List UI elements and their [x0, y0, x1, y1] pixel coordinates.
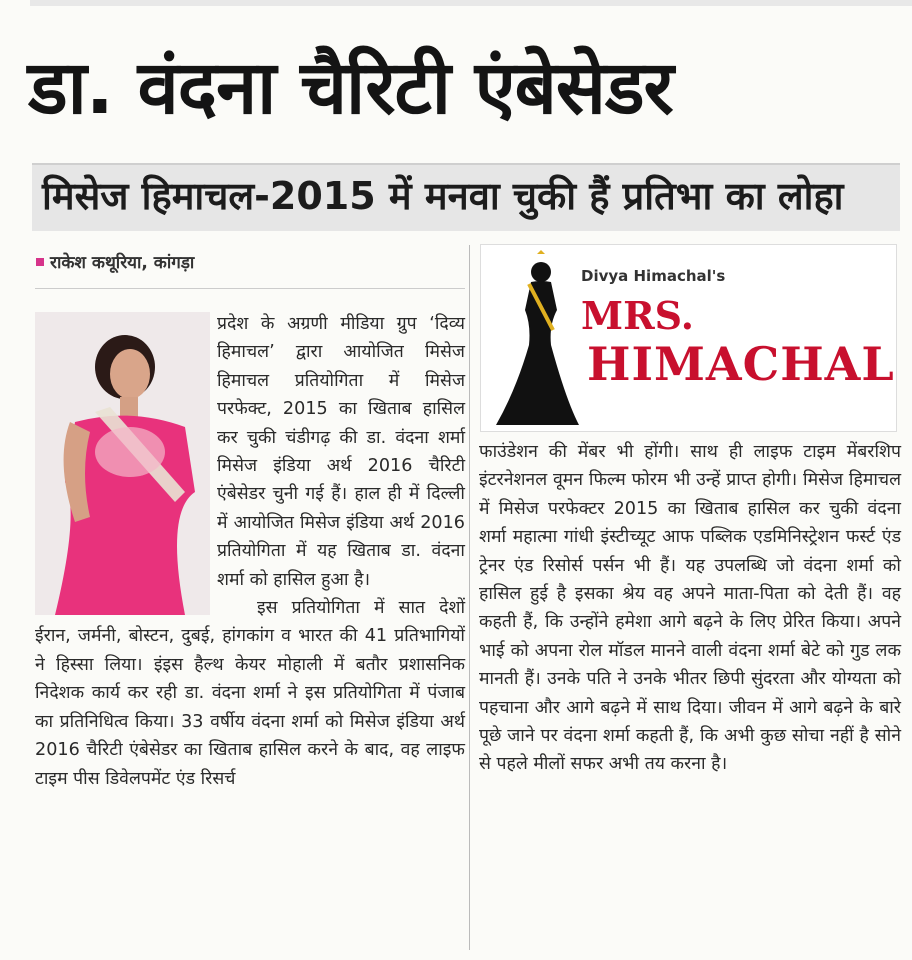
logo-line2: MRS. [581, 293, 694, 338]
headline: डा. वंदना चैरिटी एंबेसेडर [28, 45, 673, 131]
paragraph: फाउंडेशन की मेंबर भी होंगी। साथ ही लाइफ टाइम मेंबरशिप इंटरनेशनल वूमन फिल्म फोरम भी उन्हें प्राप्त होगी। मिसेज हिमाचल में मिसेज परफेक्टर 2015 का खिताब हासिल कर चुकी वंदना शर्मा महात्मा गांधी इंस्टीच्यूट आफ पब्लिक एडमिनिस्ट्रेशन फर्स्ट एंड ट्रेनर एंड रिसोर्स पर्सन भी हैं। यह उपलब्धि जो वंदना शर्मा को हासिल हुई है इसका श्रेय वह अपने माता-पिता को देती हैं। वह कहती हैं, कि उन्होंने हमेशा आगे बढ़ने के लिए प्रेरित किया। अपने भाई को अपना रोल मॉडल मानने वाली वंदना शर्मा बेटे को गुड लक मानती हैं। उनके पति ने उनके भीतर छिपी सुंदरता और योग्यता को पहचाना और आगे बढ़ने में साथ दिया। जीवन में आगे बढ़ने के बारे पूछे जाने पर वंदना शर्मा कहती हैं, कि अभी कुछ सोचा नहीं है सोने से पहले मीलों सफर अभी तय करना है। [479, 442, 901, 775]
subtitle: मिसेज हिमाचल-2015 में मनवा चुकी हैं प्रतिभा का लोहा [42, 174, 844, 218]
byline [36, 250, 194, 273]
paragraph: प्रदेश के अग्रणी मीडिया ग्रुप ‘दिव्य हिमाचल’ द्वारा आयोजित मिसेज हिमाचल प्रतियोगिता में मिसेज परफेक्ट, 2015 का खिताब हासिल कर चुकी चंडीगढ़ की डा. वंदना शर्मा मिसेज इंडिया अर्थ 2016 चैरिटी एंबेसेडर चुनी गई हैं। हाल ही में दिल्ली में आयोजित मिसेज इंडिया अर्थ 2016 प्रतियोगिता में यह खिताब डा. वंदना शर्मा को हासिल हुआ है। [217, 314, 465, 590]
top-border [30, 0, 912, 6]
logo-line3: HIMACHAL [587, 337, 895, 391]
mrs-himachal-logo [480, 244, 897, 432]
logo-line1: Divya Himachal's [581, 267, 726, 285]
byline-text: राकेश कथूरिया, कांगड़ा [50, 253, 195, 273]
divider-horizontal [35, 288, 465, 289]
bullet-icon [36, 258, 44, 266]
paragraph: इस प्रतियोगिता में सात देशों ईरान, जर्मनी, बोस्टन, दुबई, हांगकांग व भारत की 41 प्रतिभागियों ने हिस्सा लिया। इंइस हैल्थ केयर मोहाली में बतौर प्रशासनिक निदेशक कार्य कर रही डा. वंदना शर्मा ने इस प्रतियोगिता में पंजाब का प्रतिनिधित्व किया। 33 वर्षीय वंदना शर्मा को मिसेज इंडिया अर्थ 2016 चैरिटी एंबेसेडर का खिताब हासिल करने के बाद, वह लाइफ टाइम पीस डिवेलपमेंट एंड रिसर्च [35, 598, 465, 789]
column-divider [469, 245, 470, 950]
article-column-right [479, 438, 901, 779]
article-column-left [35, 310, 465, 793]
silhouette-icon [491, 250, 581, 428]
